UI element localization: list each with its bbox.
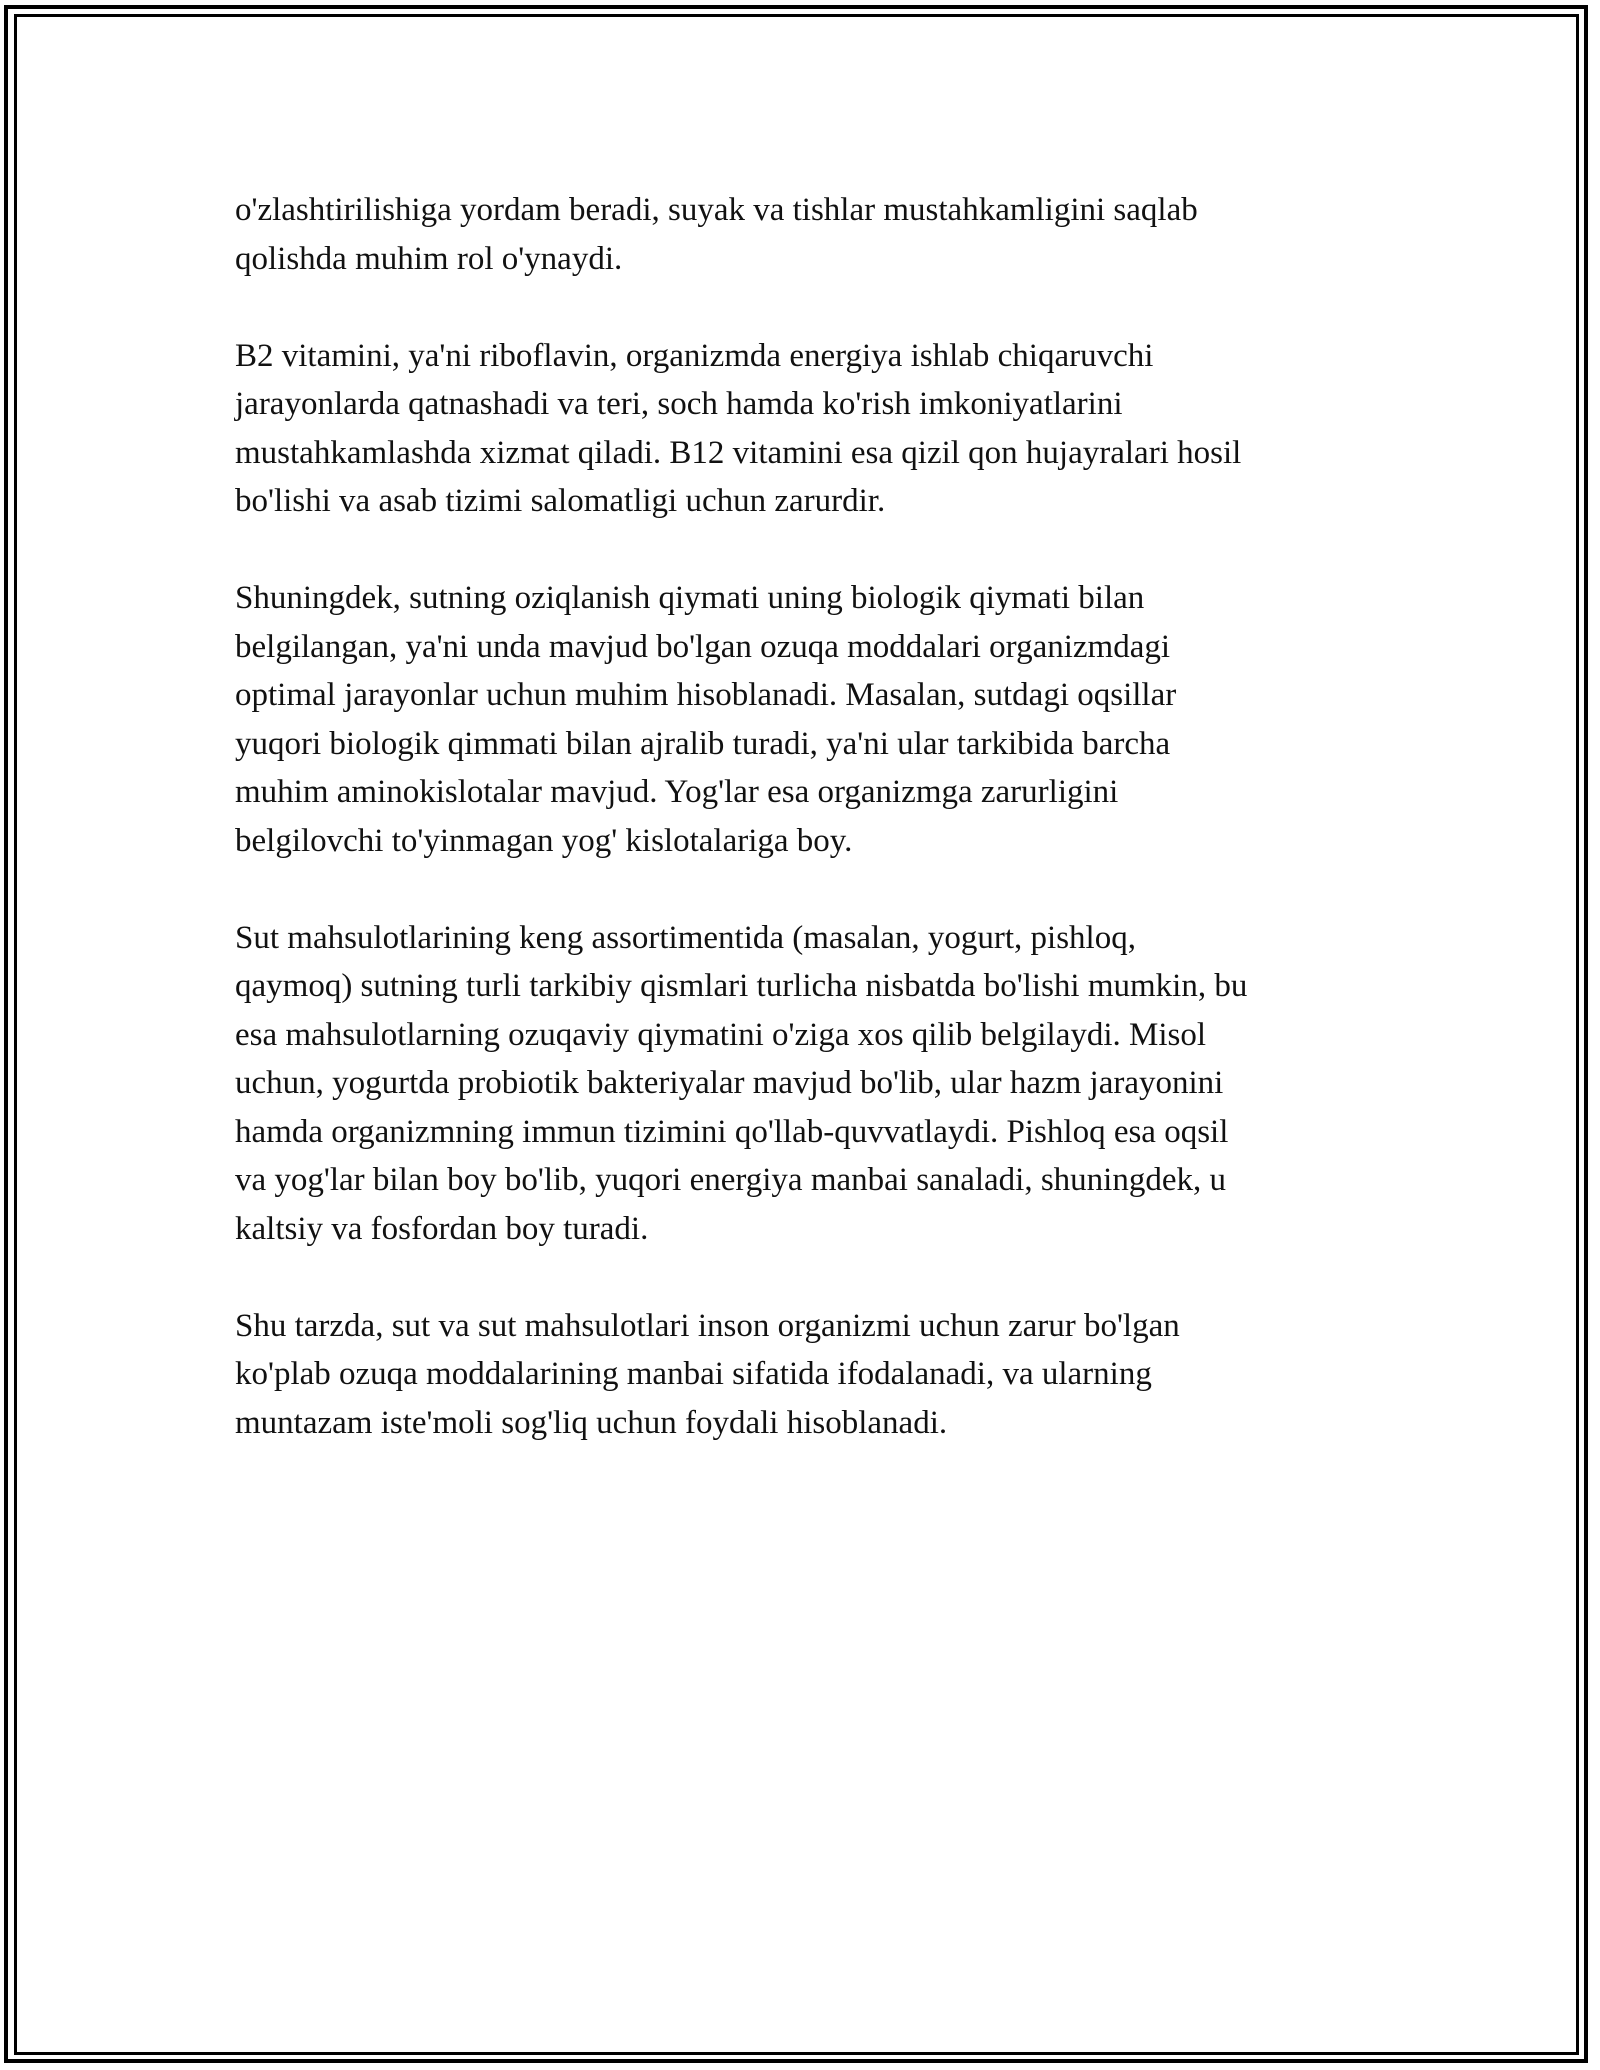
text-line: B2 vitamini, ya'ni riboflavin, organizmda energiya ishlab chiqaruvchi [235, 337, 1154, 374]
text-line: yuqori biologik qimmati bilan ajralib turadi, ya'ni ular tarkibida barcha [235, 725, 1171, 762]
text-line: belgilangan, ya'ni unda mavjud bo'lgan ozuqa moddalari organizmdagi [235, 628, 1171, 665]
text-line: esa mahsulotlarning ozuqaviy qiymatini o'ziga xos qilib belgilaydi. Misol [235, 1016, 1207, 1053]
text-line: Shu tarzda, sut va sut mahsulotlari inson organizmi uchun zarur bo'lgan [235, 1307, 1180, 1344]
text-line: belgilovchi to'yinmagan yog' kislotalariga boy. [235, 822, 853, 859]
text-line: muhim aminokislotalar mavjud. Yog'lar esa organizmga zarurligini [235, 774, 1119, 810]
text-line: kaltsiy va fosfordan boy turadi. [235, 1210, 649, 1247]
document-body [235, 186, 1365, 1496]
text-line: mustahkamlashda xizmat qiladi. B12 vitamini esa qizil qon hujayralari hosil [235, 434, 1242, 471]
paragraph-5 [235, 1302, 1365, 1448]
paragraph-3 [235, 574, 1365, 865]
paragraph-2 [235, 332, 1365, 526]
text-line: bo'lishi va asab tizimi salomatligi uchun zarurdir. [235, 483, 886, 519]
text-line: qaymoq) sutning turli tarkibiy qismlari turlicha nisbatda bo'lishi mumkin, bu [235, 968, 1248, 1004]
text-line: Sut mahsulotlarining keng assortimentida (masalan, yogurt, pishloq, [235, 919, 1136, 956]
text-line: optimal jarayonlar uchun muhim hisoblanadi. Masalan, sutdagi oqsillar [235, 677, 1177, 713]
text-line: jarayonlarda qatnashadi va teri, soch hamda ko'rish imkoniyatlarini [235, 386, 1123, 422]
paragraph-4 [235, 914, 1365, 1254]
text-line: uchun, yogurtda probiotik bakteriyalar mavjud bo'lib, ular hazm jarayonini [235, 1065, 1224, 1101]
text-line: va yog'lar bilan boy bo'lib, yuqori energiya manbai sanaladi, shuningdek, u [235, 1162, 1226, 1198]
text-line: Shuningdek, sutning oziqlanish qiymati uning biologik qiymati bilan [235, 580, 1145, 616]
paragraph-1 [235, 186, 1365, 283]
text-line: muntazam iste'moli sog'liq uchun foydali hisoblanadi. [235, 1404, 948, 1441]
text-line: ko'plab ozuqa moddalarining manbai sifatida ifodalanadi, va ularning [235, 1356, 1152, 1392]
text-line: o'zlashtirilishiga yordam beradi, suyak va tishlar mustahkamligini saqlab [235, 192, 1198, 228]
text-line: hamda organizmning immun tizimini qo'llab-quvvatlaydi. Pishloq esa oqsil [235, 1113, 1229, 1150]
text-line: qolishda muhim rol o'ynaydi. [235, 240, 623, 277]
